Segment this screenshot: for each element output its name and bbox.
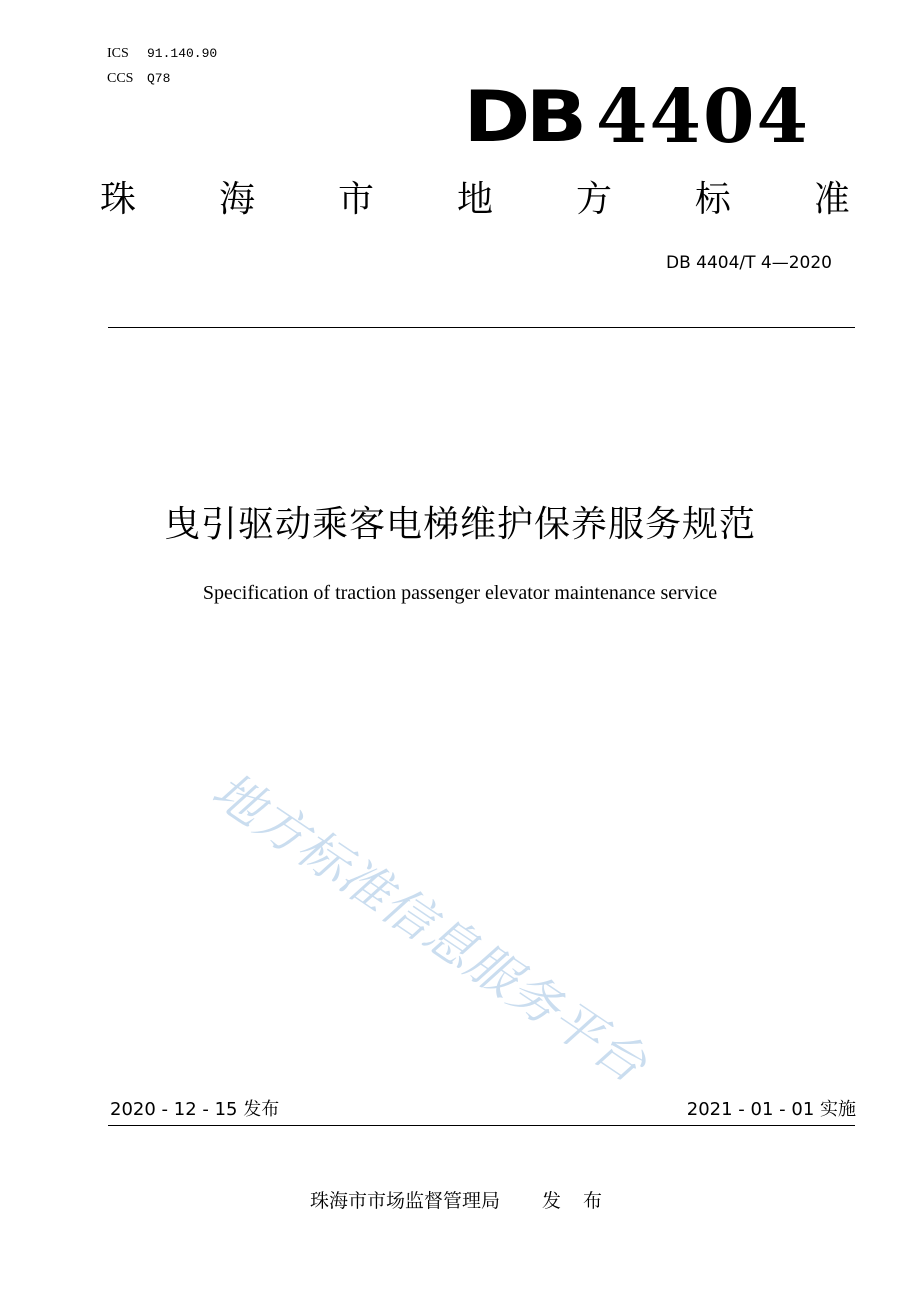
watermark: 地方标准信息服务平台 bbox=[202, 760, 658, 1095]
standard-type-char: 地 bbox=[456, 179, 493, 220]
standard-type-char: 标 bbox=[694, 179, 731, 220]
document-title-english: Specification of traction passenger elevator maintenance service bbox=[202, 582, 718, 604]
publisher-line bbox=[0, 1188, 920, 1214]
ics-label: ICS bbox=[107, 46, 129, 61]
ccs-value: Q78 bbox=[147, 71, 171, 86]
standard-type-char: 海 bbox=[218, 179, 255, 220]
mark-letters: DB bbox=[463, 76, 583, 158]
document-title-chinese: 曳引驱动乘客电梯维护保养服务规范 bbox=[163, 504, 756, 545]
standard-type-char: 市 bbox=[337, 179, 374, 220]
publish-date: 2020 - 12 - 15 发布 bbox=[110, 1099, 280, 1120]
publisher-action: 发 布 bbox=[541, 1190, 611, 1212]
standard-type-char: 准 bbox=[813, 179, 850, 220]
ics-line bbox=[107, 46, 217, 62]
standard-type-char: 方 bbox=[575, 179, 612, 220]
standard-type-char: 珠 bbox=[100, 179, 137, 220]
standard-type bbox=[100, 178, 850, 222]
publisher-organization: 珠海市市场监督管理局 bbox=[309, 1190, 500, 1212]
ccs-line bbox=[107, 71, 170, 87]
ics-value: 91.140.90 bbox=[147, 46, 218, 61]
standard-mark bbox=[463, 74, 810, 160]
ccs-label: CCS bbox=[107, 71, 134, 86]
effective-date: 2021 - 01 - 01 实施 bbox=[686, 1099, 856, 1120]
mark-number: 4404 bbox=[596, 74, 810, 160]
top-divider bbox=[108, 327, 855, 328]
bottom-divider bbox=[108, 1125, 855, 1126]
standard-code: DB 4404/T 4—2020 bbox=[665, 253, 832, 273]
